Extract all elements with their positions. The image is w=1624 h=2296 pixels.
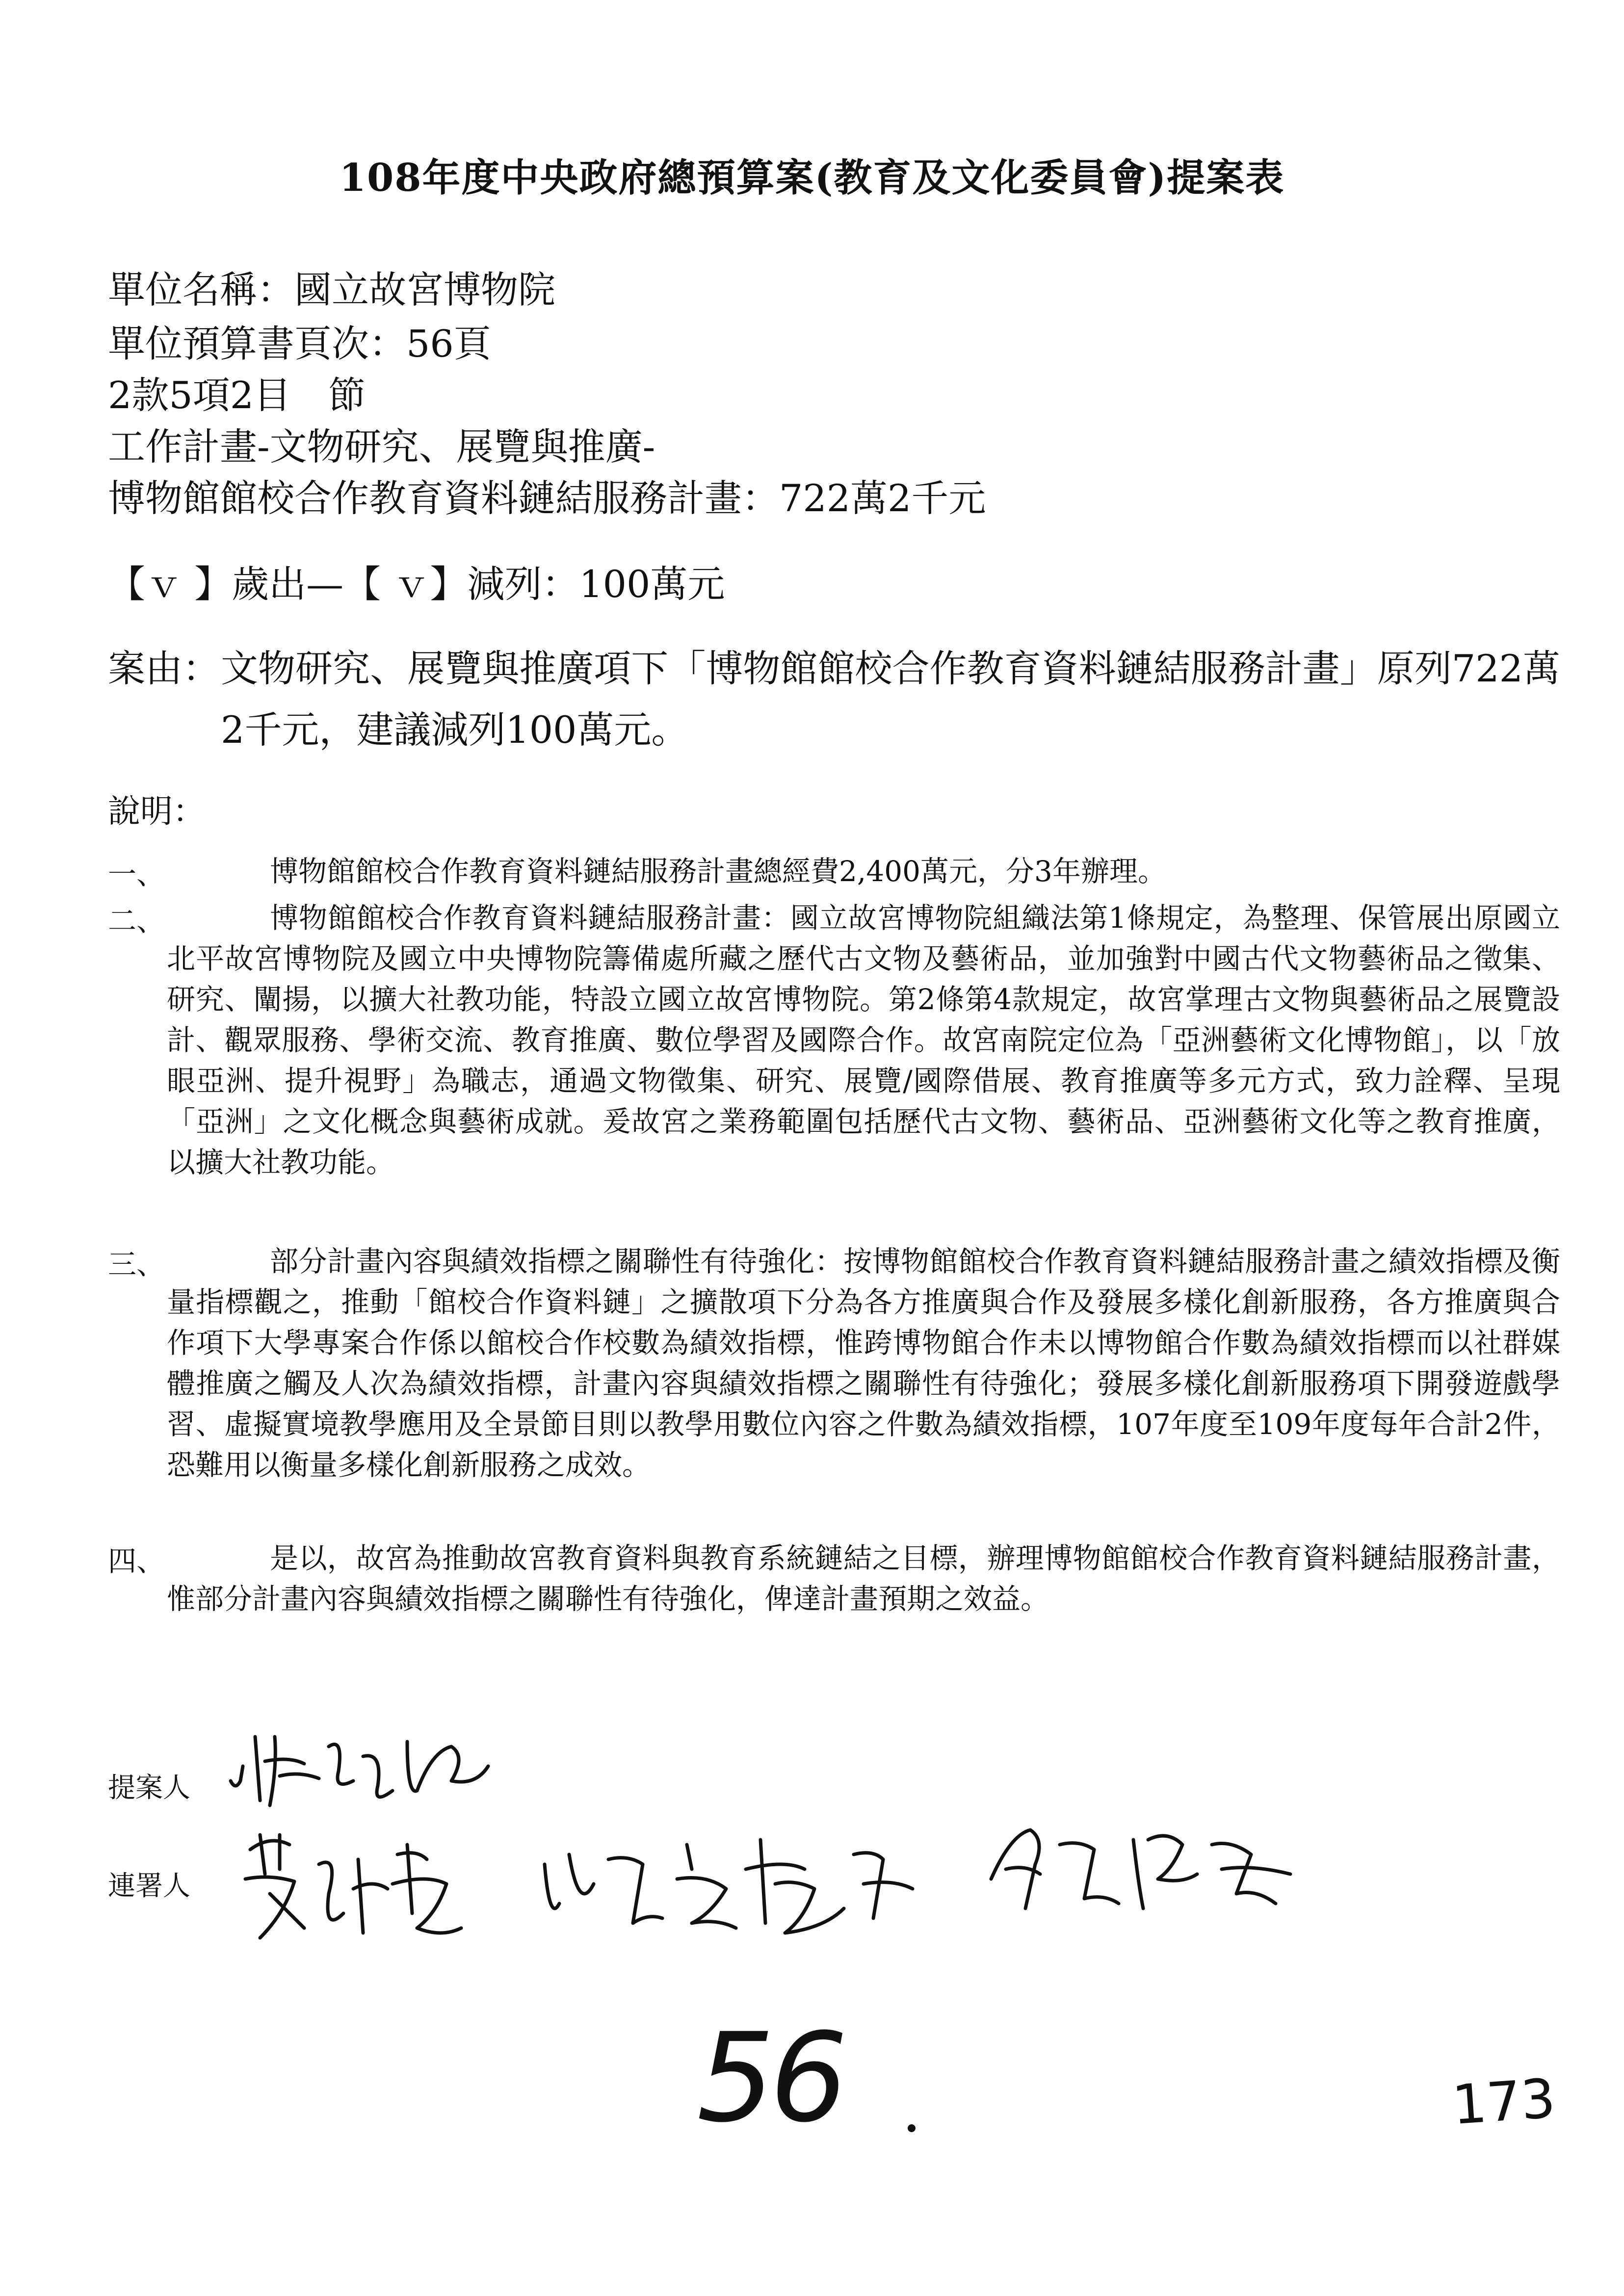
page-number: 56 (697, 2007, 843, 2149)
item-number: 四、 (108, 1544, 165, 1578)
item-number: 三、 (108, 1248, 165, 1281)
item-number: 一、 (108, 858, 165, 891)
item-text: 部分計畫內容與績效指標之關聯性有待強化：按博物館館校合作教育資料鏈結服務計畫之績效指標及衡量指標觀之，推動「館校合作資料鏈」之擴散項下分為各方推廣與合作及發展多樣化創新服務，各方推廣與合作項下大學專案合作係以館校合作校數為績效指標，惟跨博物館合作未以博物館合作數為績效指標而以社群媒體推廣之觸及人次為績效指標，計畫內容與績效指標之關聯性有待強化；發展多樣化創新服務項下開發遊戲學習、虛擬實境教學應用及全景節目則以教學用數位內容之件數為績效指標，107年度至109年度每年合計2件，恐難用以衡量多樣化創新服務之成效。 (167, 1245, 1560, 1482)
cosigner-signature-2 (530, 1825, 932, 1948)
item-text: 博物館館校合作教育資料鏈結服務計畫：國立故宮博物院組織法第1條規定，為整理、保管展出原國立北平故宮博物院及國立中央博物院籌備處所藏之歷代古文物及藝術品，並加強對中國古代文物藝術品之徵集、研究、闡揚，以擴大社教功能，特設立國立故宮博物院。第2條第4款規定，故宮掌理古文物與藝術品之展覽設計、觀眾服務、學術交流、教育推廣、數位學習及國際合作。故宮南院定位為「亞洲藝術文化博物館」，以「放眼亞洲、提升視野」為職志，通過文物徵集、研究、展覽/國際借展、教育推廣等多元方式，致力詮釋、呈現「亞洲」之文化概念與藝術成就。爰故宮之業務範圍包括歷代古文物、藝術品、亞洲藝術文化等之教育推廣，以擴大社教功能。 (167, 901, 1560, 1179)
proposer-signature (221, 1707, 496, 1815)
checkbox-line: 【ｖ 】歲出—【 ｖ】減列：100萬元 (108, 562, 725, 606)
project-line: 博物館館校合作教育資料鏈結服務計畫：722萬2千元 (108, 476, 986, 520)
work-plan: 工作計畫-文物研究、展覽與推廣- (108, 425, 655, 469)
budget-category: 2款5項2目 節 (108, 373, 366, 417)
item-number: 二、 (108, 904, 165, 938)
item-text: 博物館館校合作教育資料鏈結服務計畫總經費2,400萬元，分3年辦理。 (270, 855, 1166, 888)
cosigner-label: 連署人 (108, 1870, 190, 1902)
cosigner-signature-1 (231, 1815, 505, 1953)
budget-page: 單位預算書頁次：56頁 (108, 322, 491, 365)
reason-label: 案由： (108, 647, 220, 690)
corner-mark: 173 (1450, 2066, 1558, 2137)
reason-text: 文物研究、展覽與推廣項下「博物館館校合作教育資料鏈結服務計畫」原列722萬2千元，建議減列100萬元。 (221, 647, 1560, 752)
unit-name: 單位名稱：國立故宮博物院 (108, 268, 555, 312)
cosigner-signature-3 (976, 1810, 1320, 1923)
document-title: 108年度中央政府總預算案(教育及文化委員會)提案表 (339, 156, 1285, 200)
ink-dot (908, 2124, 916, 2132)
explanation-label: 說明： (108, 792, 205, 830)
item-text: 是以，故宮為推動故宮教育資料與教育系統鏈結之目標，辦理博物館館校合作教育資料鏈結服務計畫，惟部分計畫內容與績效指標之關聯性有待強化，俾達計畫預期之效益。 (167, 1541, 1560, 1616)
proposer-label: 提案人 (108, 1772, 190, 1804)
